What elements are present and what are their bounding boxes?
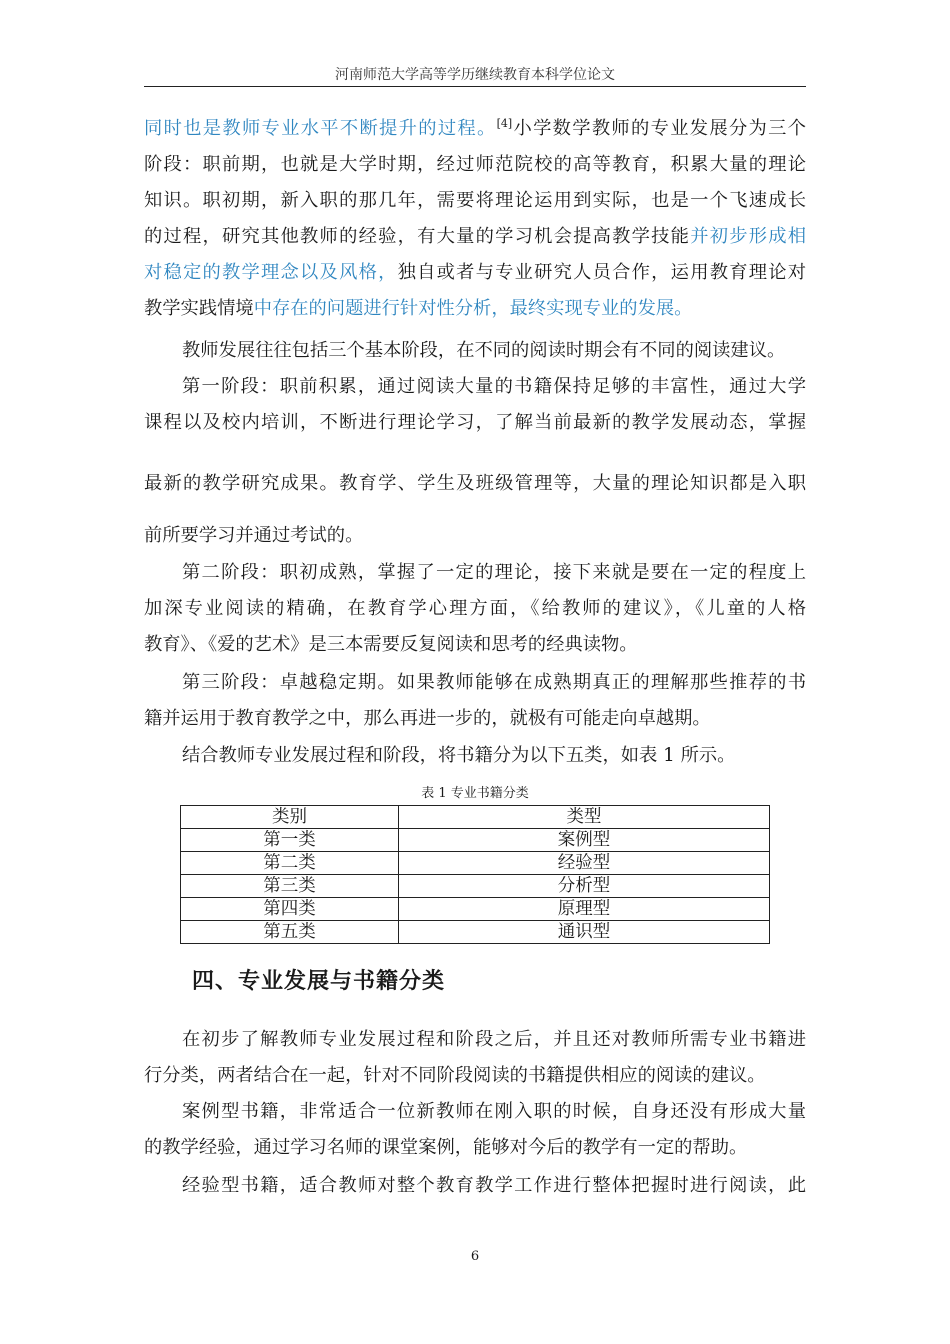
highlighted-text: 中存在的问题进行针对性分析，最终实现专业的发展。 <box>253 298 693 319</box>
paragraph-line: 最新的教学研究成果。教育学、学生及班级管理等，大量的理论知识都是入职 <box>144 473 806 494</box>
table-cell: 原理型 <box>399 898 770 921</box>
paragraph-line: 行分类，两者结合在一起，针对不同阶段阅读的书籍提供相应的阅读的建议。 <box>144 1065 766 1086</box>
paragraph-line <box>144 225 806 249</box>
table-row <box>181 898 770 921</box>
table-cell: 第二类 <box>181 852 399 875</box>
paragraph-line: 教育》、《爱的艺术》是三本需要反复阅读和思考的经典读物。 <box>144 634 638 655</box>
paragraph-line: 的教学经验，通过学习名师的课堂案例，能够对今后的教学有一定的帮助。 <box>144 1137 748 1158</box>
text-span: 的过程，研究其他教师的经验，有大量的学习机会提高教学技能 <box>144 226 691 247</box>
paragraph-line: 阶段：职前期，也就是大学时期，经过师范院校的高等教育，积累大量的理论 <box>144 154 806 175</box>
paragraph-line: 第一阶段：职前积累，通过阅读大量的书籍保持足够的丰富性，通过大学 <box>182 376 806 397</box>
header-rule <box>144 86 806 87</box>
table-cell: 第四类 <box>181 898 399 921</box>
text-span: 独自或者与专业研究人员合作，运用教育理论对 <box>397 262 807 283</box>
highlighted-text: 同时也是教师专业水平不断提升的过程。 <box>144 118 497 139</box>
paragraph-line: 课程以及校内培训，不断进行理论学习，了解当前最新的教学发展动态，掌握 <box>144 412 806 433</box>
table-cell: 经验型 <box>399 852 770 875</box>
table-row <box>181 852 770 875</box>
page-header: 河南师范大学高等学历继续教育本科学位论文 <box>335 67 615 83</box>
section-heading: 四、专业发展与书籍分类 <box>192 969 446 994</box>
text-span: 小学数学教师的专业发展分为三个 <box>512 118 807 139</box>
highlighted-text: 对稳定的教学理念以及风格， <box>144 262 398 283</box>
table-row <box>181 875 770 898</box>
table-cell: 第五类 <box>181 921 399 944</box>
table-header-cell: 类型 <box>399 806 770 829</box>
table-row <box>181 921 770 944</box>
paragraph-line: 案例型书籍，非常适合一位新教师在刚入职的时候，自身还没有形成大量 <box>182 1101 806 1122</box>
paragraph-line: 第三阶段：卓越稳定期。如果教师能够在成熟期真正的理解那些推荐的书 <box>182 672 806 693</box>
paragraph-line <box>144 297 806 321</box>
paragraph-line: 经验型书籍，适合教师对整个教育教学工作进行整体把握时进行阅读，此 <box>182 1175 806 1196</box>
highlighted-text: 并初步形成相 <box>690 226 807 247</box>
paragraph-line: 结合教师专业发展过程和阶段，将书籍分为以下五类，如表 1 所示。 <box>182 745 736 766</box>
paragraph-line: 教师发展往往包括三个基本阶段，在不同的阅读时期会有不同的阅读建议。 <box>182 340 786 361</box>
paragraph-line <box>144 261 806 285</box>
paragraph-line: 第二阶段：职初成熟，掌握了一定的理论，接下来就是要在一定的程度上 <box>182 562 806 583</box>
citation-ref: [4] <box>496 116 513 130</box>
paragraph-line: 在初步了解教师专业发展过程和阶段之后，并且还对教师所需专业书籍进 <box>182 1029 806 1050</box>
table-row <box>181 829 770 852</box>
book-category-table <box>180 805 770 944</box>
table-cell: 分析型 <box>399 875 770 898</box>
table-header-row <box>181 806 770 829</box>
table-cell: 第一类 <box>181 829 399 852</box>
table-cell: 通识型 <box>399 921 770 944</box>
table-cell: 案例型 <box>399 829 770 852</box>
table-cell: 第三类 <box>181 875 399 898</box>
text-span: 教学实践情境 <box>144 298 254 319</box>
paragraph-line: 加深专业阅读的精确，在教育学心理方面，《给教师的建议》，《儿童的人格 <box>144 598 806 619</box>
page-number: 6 <box>470 1249 480 1264</box>
paragraph-line: 籍并运用于教育教学之中，那么再进一步的，就极有可能走向卓越期。 <box>144 708 711 729</box>
paragraph-line: 知识。职初期，新入职的那几年，需要将理论运用到实际，也是一个飞速成长 <box>144 190 806 211</box>
paragraph-line <box>144 117 806 141</box>
table-caption: 表 1 专业书籍分类 <box>421 786 529 801</box>
paragraph-line: 前所要学习并通过考试的。 <box>144 525 364 546</box>
table-header-cell: 类别 <box>181 806 399 829</box>
